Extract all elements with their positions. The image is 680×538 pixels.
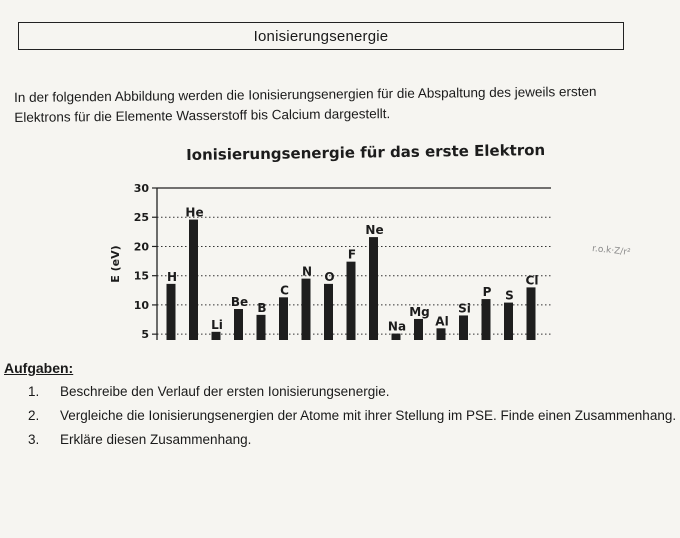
bar-n	[302, 279, 311, 340]
task-text: Beschreibe den Verlauf der ersten Ionisierungsenergie.	[60, 384, 390, 399]
element-label-p: P	[482, 285, 492, 300]
task-number: 1.	[28, 384, 40, 399]
task-number: 2.	[28, 408, 40, 423]
bar-p	[482, 299, 491, 340]
page-title: Ionisierungsenergie	[253, 27, 389, 45]
bar-o	[324, 284, 333, 340]
element-label-he: He	[185, 205, 204, 220]
chart-title: Ionisierungsenergie für das erste Elektron	[186, 140, 546, 164]
element-label-cl: Cl	[525, 273, 539, 288]
task-item	[0, 428, 680, 452]
y-tick-label: 30	[133, 182, 149, 195]
y-axis-label: E (eV)	[109, 245, 122, 283]
ionization-energy-chart	[105, 176, 575, 346]
y-tick-label: 10	[133, 298, 149, 312]
bar-li	[212, 332, 221, 340]
y-tick-label: 5	[141, 328, 149, 342]
element-label-f: F	[347, 247, 357, 262]
element-label-b: B	[257, 300, 267, 315]
element-label-s: S	[505, 288, 514, 303]
bar-c	[279, 297, 288, 340]
element-label-c: C	[280, 283, 289, 298]
task-text: Vergleiche die Ionisierungsenergien der Atome mit ihrer Stellung im PSE. Finde einen Zusammenhang.	[60, 408, 677, 423]
handwritten-margin-note: r.o.k·Z/r²	[591, 244, 631, 258]
task-item	[0, 380, 680, 404]
bar-h	[167, 284, 176, 340]
task-text: Erkläre diesen Zusammenhang.	[60, 432, 252, 447]
bar-na	[392, 334, 401, 340]
element-label-li: Li	[211, 317, 223, 332]
element-label-be: Be	[230, 295, 249, 310]
element-label-h: H	[166, 269, 178, 284]
task-item	[0, 404, 680, 428]
page-title-box	[18, 22, 624, 50]
y-tick-label: 20	[133, 240, 149, 254]
y-tick-label: 25	[133, 211, 149, 225]
bar-ne	[369, 237, 378, 340]
y-tick-labels	[134, 182, 157, 341]
bar-al	[437, 328, 446, 340]
bar-be	[234, 309, 243, 340]
bar-b	[257, 315, 266, 340]
element-label-n: N	[301, 264, 313, 279]
bar-f	[347, 262, 356, 340]
task-list	[0, 380, 680, 452]
element-label-o: O	[324, 269, 335, 284]
intro-paragraph: In der folgenden Abbildung werden die Ionisierungsenergien für die Abspaltung des jeweils ersten Elektrons für die Elemente Wasserstoff bis Calcium dargestellt.	[14, 83, 597, 125]
y-tick-label: 15	[133, 269, 149, 283]
bar-si	[459, 315, 468, 340]
element-label-si: Si	[458, 301, 471, 316]
tasks-heading: Aufgaben:	[4, 360, 74, 376]
element-label-na: Na	[387, 319, 407, 334]
element-label-al: Al	[435, 314, 449, 329]
bar-s	[504, 303, 513, 340]
bar-he	[189, 220, 198, 340]
bar-mg	[414, 319, 423, 340]
bar-cl	[527, 287, 536, 340]
element-label-mg: Mg	[409, 304, 430, 319]
task-number: 3.	[28, 432, 40, 447]
element-label-ne: Ne	[365, 223, 384, 238]
